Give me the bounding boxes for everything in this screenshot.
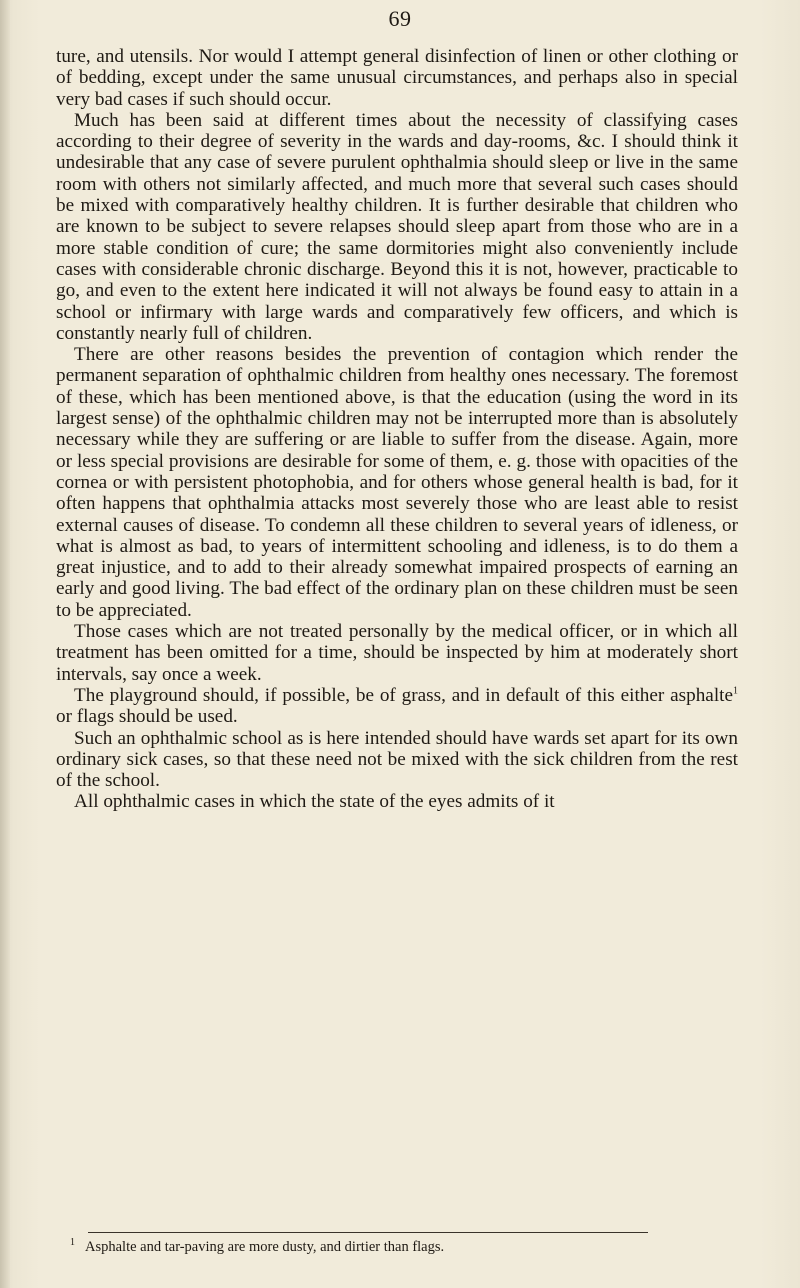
paragraph-5-text-before: The playground should, if possible, be of grass, and in default of this either asphalte	[74, 684, 733, 706]
footnote-divider	[88, 1232, 648, 1233]
paragraph-1: ture, and utensils. Nor would I attempt general disinfection of linen or other clothing or of bedding, except under the same unusual circumstances, and perhaps also in special very bad cases if such should occur.	[56, 46, 738, 110]
paragraph-4: Those cases which are not treated personally by the medical officer, or in which all treatment has been omitted for a time, should be inspected by him at moderately short intervals, say once a week.	[56, 621, 738, 685]
paragraph-5	[56, 685, 738, 728]
body-text	[56, 46, 738, 813]
paragraph-6: Such an ophthalmic school as is here intended should have wards set apart for its own ordinary sick cases, so that these need not be mixed with the sick children from the rest of the school.	[56, 727, 738, 792]
paragraph-7: All ophthalmic cases in which the state of the eyes admits of it	[74, 791, 555, 813]
footnote-text: Asphalte and tar-paving are more dusty, and dirtier than flags.	[85, 1239, 445, 1255]
paragraph-2: Much has been said at different times about the necessity of classifying cases according to their degree of severity in the wards and day-rooms, &c. I should think it undesirable that any case of severe purulent ophthalmia should sleep or live in the same room with others not similarly affected, and much more that several such cases should be mixed with comparatively healthy children. It is further desirable that children who are known to be subject to severe relapses should sleep apart from those who are in a more stable condition of cure; the same dormitories might also conveniently include cases with considerable chronic discharge. Beyond this it is not, however, practicable to go, and even to the extent here indicated it will not always be found easy to attain in a school or infirmary with large wards and comparatively few officers, and which is constantly nearly full of children.	[56, 109, 738, 344]
footnote-mark: 1	[70, 1237, 75, 1249]
paragraph-5-text-after: or flags should be used.	[56, 706, 238, 728]
paragraph-3: There are other reasons besides the prevention of contagion which render the permanent separation of ophthalmic children from healthy ones necessary. The foremost of these, which has been mentioned above, is that the education (using the word in its largest sense) of the ophthalmic children may not be interrupted more than is absolutely necessary while they are suffering or are liable to suffer from the disease. Again, more or less special provisions are desirable for some of them, e. g. those with opacities of the cornea or with persistent photophobia, and for others whose general health is bad, for it often happens that ophthalmia attacks most severely those who are least able to resist external causes of disease. To condemn all these children to several years of idleness, or what is almost as bad, to years of intermittent schooling and idleness, is to do them a great injustice, and to add to their already somewhat impaired prospects of earning an early and good living. The bad effect of the ordinary plan on these children must be seen to be appreciated.	[56, 344, 738, 621]
page-spine-shadow	[0, 0, 10, 1288]
footnote	[70, 1238, 760, 1256]
footnote-reference: 1	[733, 685, 738, 697]
page-number: 69	[388, 6, 412, 31]
